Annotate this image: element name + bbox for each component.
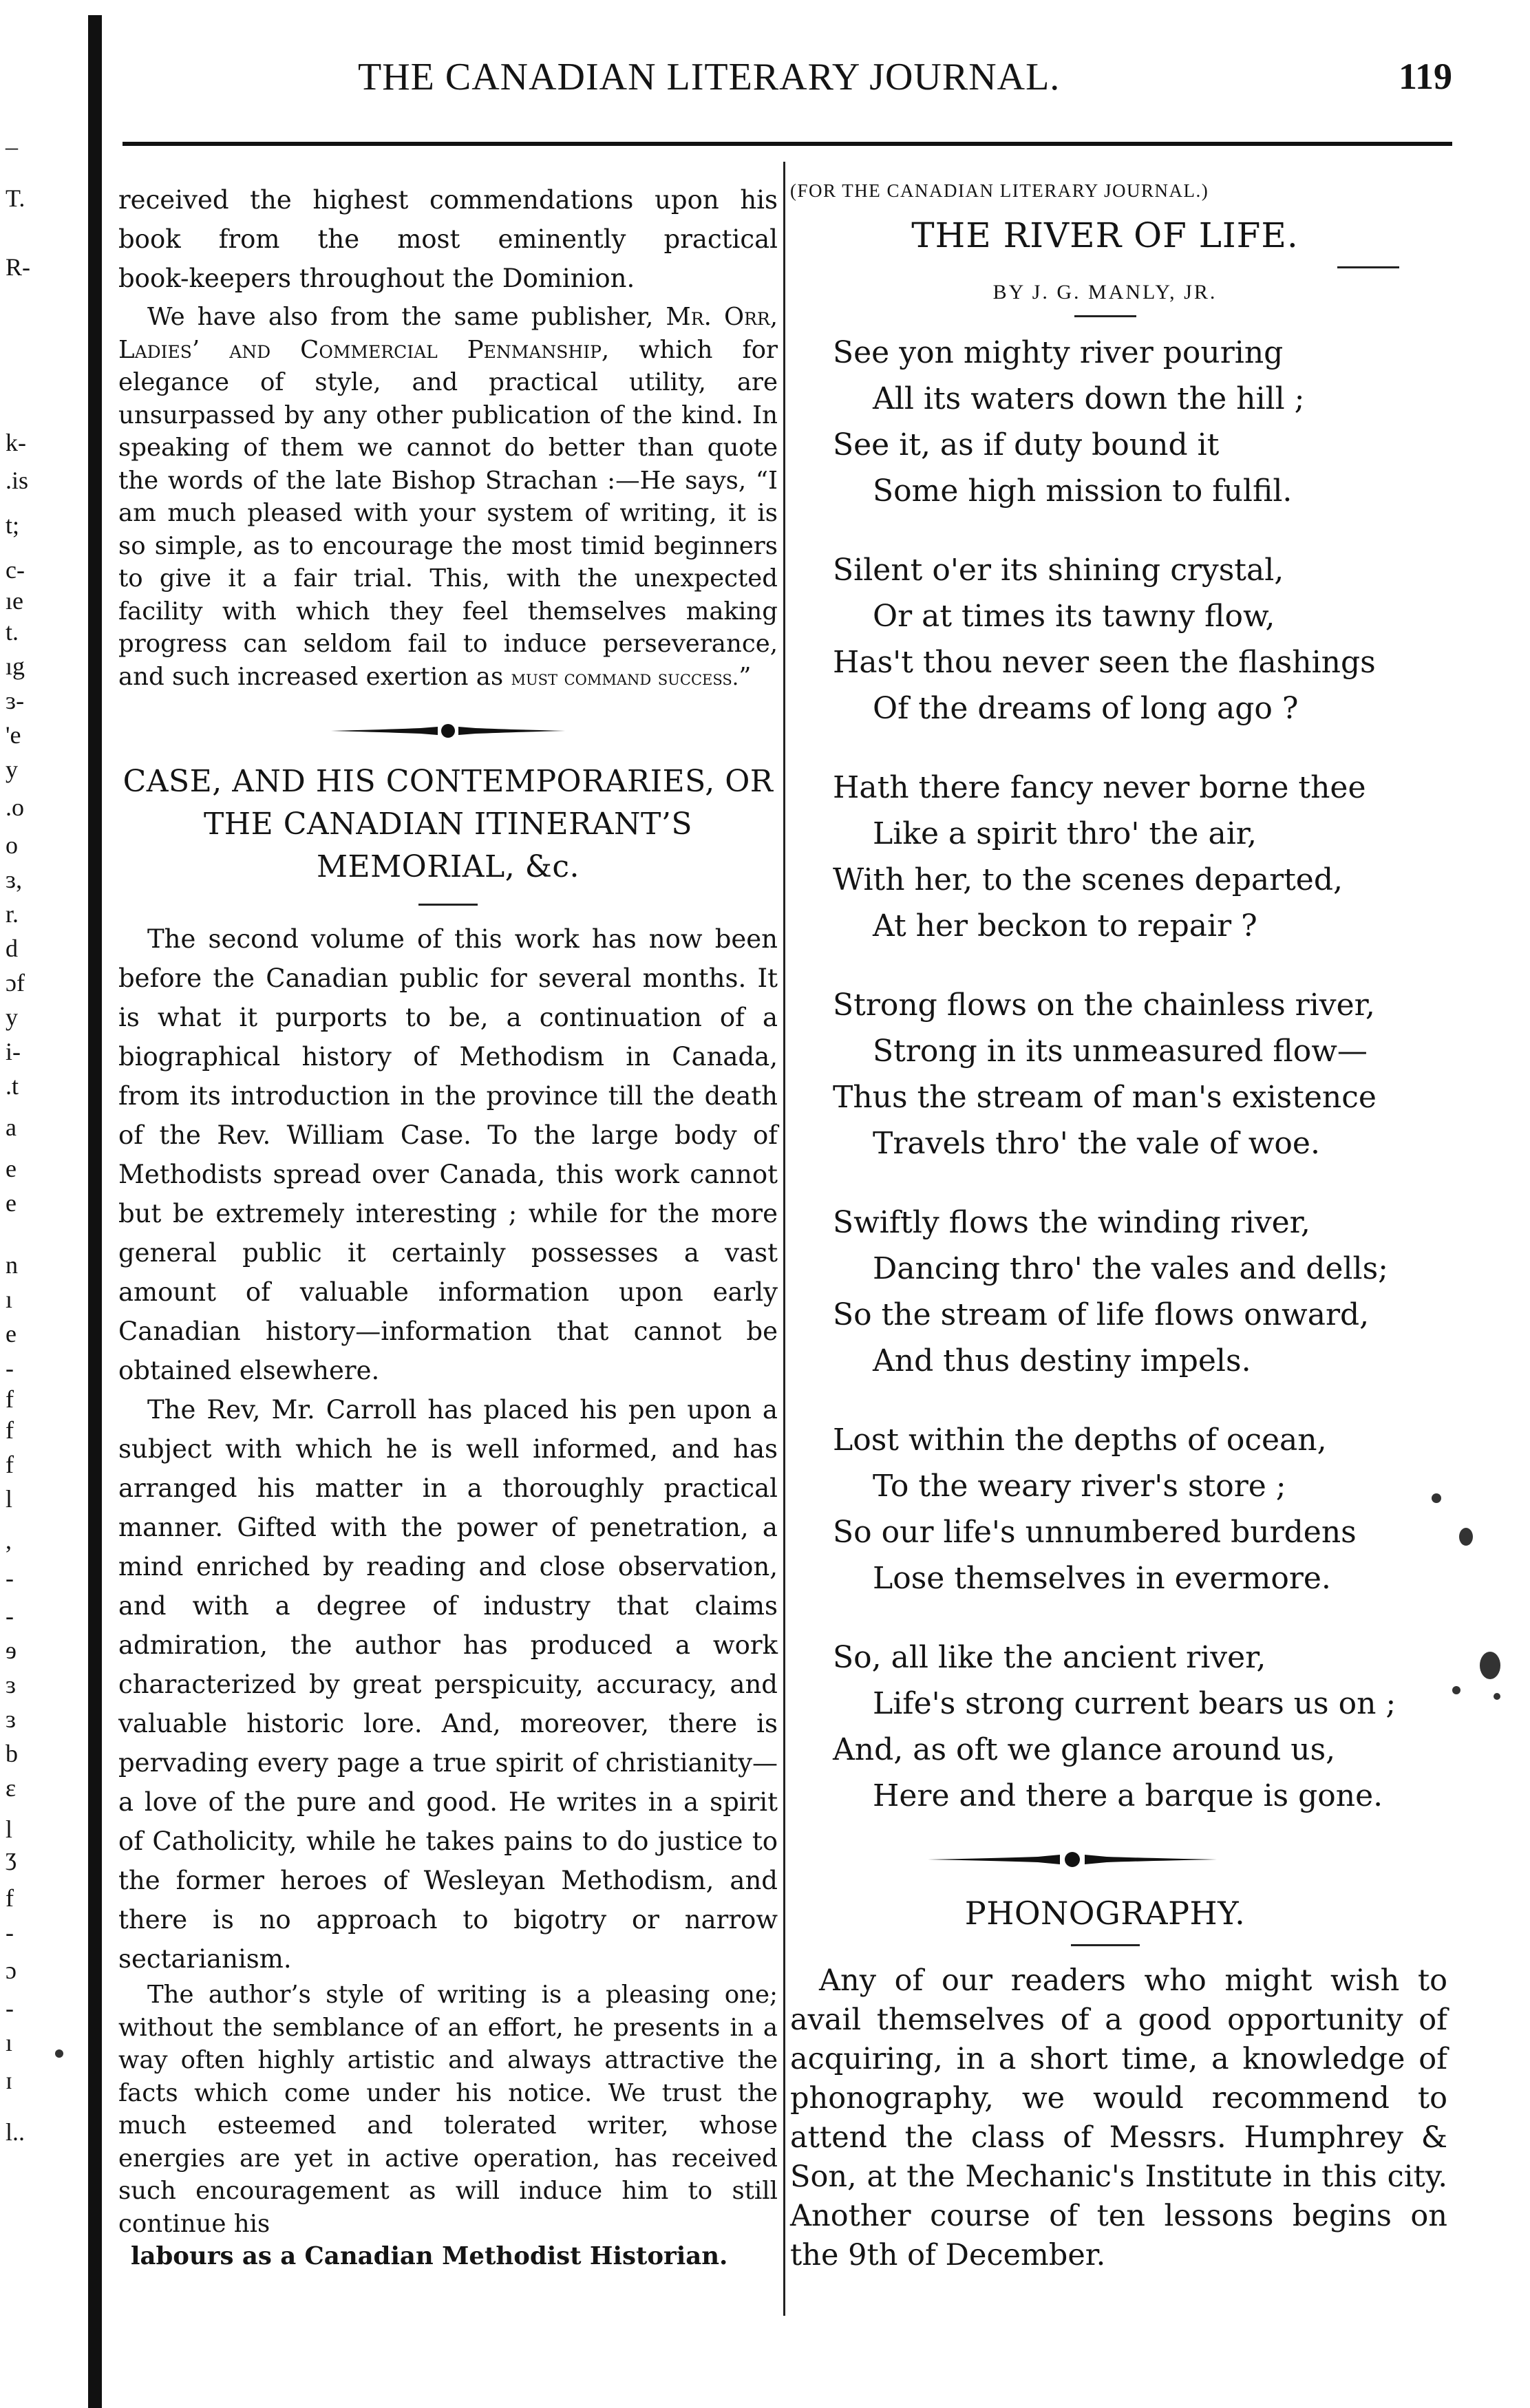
poem-line: Of the dreams of long ago ? <box>873 691 1299 726</box>
margin-fragment: l.. <box>6 2118 25 2146</box>
ornament-divider <box>331 722 565 740</box>
margin-fragment: ɜ <box>6 1671 17 1698</box>
margin-fragment: ıe <box>6 587 23 615</box>
poem-line: With her, to the scenes departed, <box>833 862 1343 897</box>
margin-fragment: r. <box>6 900 19 928</box>
poem-line: Thus the stream of man's existence <box>833 1080 1377 1115</box>
print-speck <box>1452 1686 1460 1694</box>
margin-fragment: R- <box>6 253 30 281</box>
intro-paragraph <box>118 180 778 298</box>
margin-fragment: l <box>6 1485 13 1513</box>
poem-line: Travels thro' the vale of woe. <box>873 1126 1320 1161</box>
poem-line: See it, as if duty bound it <box>833 427 1220 462</box>
margin-fragment: ɛ <box>6 1774 17 1802</box>
margin-fragment: f <box>6 1451 14 1478</box>
margin-fragment: ɪ <box>6 2067 13 2094</box>
header-rule <box>123 142 1452 146</box>
right-column <box>790 180 1461 2275</box>
margin-fragment: c- <box>6 556 25 584</box>
margin-fragment: ɔ <box>6 1957 17 1984</box>
poem-line: Life's strong current bears us on ; <box>873 1686 1396 1721</box>
margin-fragment: 'e <box>6 721 21 749</box>
margin-fragment: n <box>6 1251 18 1279</box>
case-paragraph-3-last-line: labours as a Canadian Methodist Historian. <box>131 2242 728 2270</box>
poem-stanza <box>833 1634 1461 1819</box>
margin-fragment: o <box>6 831 18 859</box>
source-note: (FOR THE CANADIAN LITERARY JOURNAL.) <box>790 180 1209 201</box>
margin-fragment: - <box>6 1354 14 1382</box>
margin-fragment: .o <box>6 793 24 821</box>
margin-fragment: y <box>6 1003 18 1031</box>
margin-fragment: k- <box>6 429 26 456</box>
poem-stanzas <box>790 330 1461 1819</box>
margin-fragment: ɜ <box>6 1705 17 1733</box>
poem-line: Here and there a barque is gone. <box>873 1778 1383 1813</box>
poem-line: To the weary river's store ; <box>873 1469 1286 1504</box>
print-speck <box>1494 1693 1500 1700</box>
poem-stanza <box>833 330 1461 514</box>
case-paragraph-3: The author’s style of writing is a pleasing one; without the semblance of an effort, he presents in a way often highly artistic and always attractive the facts which come under his notice. We trust the much esteemed and tolerated writer, whose energies are yet in active operation, has received such encouragement as will induce him to still continue his <box>118 1981 778 2238</box>
running-title: THE CANADIAN LITERARY JOURNAL. <box>358 56 1061 98</box>
poem-line: And thus destiny impels. <box>873 1343 1251 1378</box>
case-paragraph-1: The second volume of this work has now been before the Canadian public for several months. It is what it purports to be, a continuation of a biographical history of Methodism in Canada, from its introduction in the province till the death of the Rev. William Case. To the large body of Methodists spread over Canada, this work cannot but be extremely interesting ; while for the more general public it certainly possesses a vast amount of valuable information upon early Canadian history—information that cannot be obtained elsewhere. <box>118 924 778 1385</box>
margin-fragment: ɔf <box>6 969 25 997</box>
case-paragraph-2: The Rev, Mr. Carroll has placed his pen upon a subject with which he is well informed, and has arranged his matter in a thoroughly practical manner. Gifted with the power of penetration, a mind enriched by reading and close observation, and with a degree of industry that claims admiration, the author has produced a work characterized by great perspicuity, accuracy, and valuable historic lore. And, moreover, there is pervading every page a true spirit of christianity—a love of the pure and good. He writes in a spirit of Catholicity, while he takes pains to do justice to the former heroes of Wesleyan Methodism, and there is no approach to bigotry or narrow sectarianism. <box>118 1395 778 1974</box>
poem-line: So our life's unnumbered burdens <box>833 1515 1357 1550</box>
page-number: 119 <box>1398 56 1452 97</box>
margin-fragment: b <box>6 1740 18 1767</box>
poem-line: Hath there fancy never borne thee <box>833 770 1366 805</box>
case-section-title: CASE, AND HIS CONTEMPORARIES, OR THE CANADIAN ITINERANT’S MEMORIAL, &c. <box>123 764 774 884</box>
margin-fragment: d <box>6 935 18 962</box>
margin-fragment: i- <box>6 1038 21 1065</box>
print-speck <box>1432 1493 1441 1503</box>
margin-fragment: ɘ <box>6 1637 17 1664</box>
intro-line: book from the most eminently practical <box>118 224 778 254</box>
poem-line: And, as oft we glance around us, <box>833 1732 1336 1767</box>
phonography-title: PHONOGRAPHY. <box>964 1895 1246 1932</box>
margin-fragment: ɜ- <box>6 687 25 714</box>
margin-fragment: - <box>6 1994 14 2022</box>
left-column <box>118 180 778 2273</box>
binding-notch <box>88 0 102 15</box>
poem-line: Or at times its tawny flow, <box>873 599 1275 634</box>
poem-line: See yon mighty river pouring <box>833 335 1284 370</box>
poem-line: Like a spirit thro' the air, <box>873 816 1257 851</box>
poem-stanza <box>833 1200 1461 1384</box>
poem-stanza <box>833 765 1461 949</box>
poem-line: Lose themselves in evermore. <box>873 1561 1331 1596</box>
margin-fragment: ʒ <box>6 1843 17 1871</box>
poem-line: Silent o'er its shining crystal, <box>833 553 1284 588</box>
poem-line: Strong flows on the chainless river, <box>833 988 1375 1023</box>
print-speck <box>55 2049 63 2058</box>
margin-fragment: f <box>6 1385 14 1413</box>
margin-fragment: .is <box>6 467 29 494</box>
margin-fragment: t. <box>6 618 19 646</box>
poem-stanza <box>833 547 1461 732</box>
margin-fragment: T. <box>6 184 25 212</box>
poem-line: Lost within the depths of ocean, <box>833 1423 1327 1458</box>
margin-fragment: f <box>6 1416 14 1444</box>
orr-smallcaps-end: must command success. <box>511 665 739 690</box>
intro-line: book-keepers throughout the Dominion. <box>118 264 635 293</box>
phonography-paragraph: Any of our readers who might wish to avail themselves of a good opportunity of acquiring, in a short time, a knowledge of phonography, we would recommend to attend the class of Messrs. Humphrey & Son, at the Mechanic's Institute in this city. Another course of ten lessons begins on the 9th of December. <box>790 1963 1447 2272</box>
margin-fragment: l <box>6 1815 13 1843</box>
poem-byline: BY J. G. MANLY, JR. <box>992 281 1218 303</box>
poem-line: Dancing thro' the vales and dells; <box>873 1251 1388 1286</box>
title-rule <box>1071 1944 1140 1946</box>
margin-fragment: e <box>6 1320 17 1347</box>
title-rule <box>1337 266 1399 268</box>
orr-paragraph <box>118 301 778 694</box>
margin-fragment: , <box>6 1526 12 1554</box>
margin-fragment: y <box>6 756 18 783</box>
margin-fragment: ı <box>6 2029 13 2056</box>
poem-line: Strong in its unmeasured flow— <box>873 1034 1368 1069</box>
poem-line: Swiftly flows the winding river, <box>833 1205 1310 1240</box>
margin-fragment: .t <box>6 1072 19 1100</box>
poem-line: All its waters down the hill ; <box>873 381 1305 416</box>
poem-line: So the stream of life flows onward, <box>833 1297 1370 1332</box>
margin-fragment: ɜ, <box>6 866 23 893</box>
poem-line: So, all like the ancient river, <box>833 1640 1266 1675</box>
orr-closing: ” <box>739 662 752 691</box>
column-divider <box>783 162 785 2316</box>
orr-text-1: We have also from the same publisher, <box>147 303 666 331</box>
margin-fragment: - <box>6 1919 14 1946</box>
binding-spine <box>88 0 102 2408</box>
poem-line: Some high mission to fulfil. <box>873 473 1293 509</box>
poem-line: At her beckon to repair ? <box>873 908 1257 944</box>
title-rule <box>418 904 478 906</box>
adjacent-page-margin <box>0 0 76 2408</box>
poem-stanza <box>833 1417 1461 1601</box>
margin-fragment: t; <box>6 511 20 539</box>
margin-fragment: - <box>6 1564 14 1592</box>
margin-fragment: e <box>6 1189 17 1217</box>
margin-fragment: e <box>6 1155 17 1182</box>
margin-fragment: a <box>6 1114 17 1141</box>
margin-fragment: ı <box>6 1286 13 1313</box>
margin-fragment: - <box>6 1602 14 1630</box>
margin-fragment: – <box>6 133 18 160</box>
poem-stanza <box>833 982 1461 1166</box>
poem-line: Has't thou never seen the flashings <box>833 645 1376 680</box>
print-speck <box>1480 1652 1500 1679</box>
margin-fragment: ıg <box>6 652 25 680</box>
margin-fragment: f <box>6 1884 14 1912</box>
ornament-divider <box>928 1851 1217 1868</box>
page-header <box>124 55 1452 110</box>
intro-line: received the highest commendations upon his <box>118 185 778 215</box>
print-speck <box>1459 1528 1473 1546</box>
poem-title: THE RIVER OF LIFE. <box>911 215 1299 255</box>
orr-text-2: which for elegance of style, and practical utility, are unsurpassed by any other publication of the kind. In speaking of them we cannot do better than quote the words of the late Bishop Strachan :—He says, “I am much pleased with your system of writing, it is so simple, as to encourage the most timid beginners to give it a fair trial. This, with the unexpected facility with which they feel themselves making progress can seldom fail to induce perseverance, and such increased exertion as <box>118 335 778 691</box>
byline-rule <box>1074 315 1136 317</box>
orr-smallcaps: Mr. Orr, Ladies’ and Commercial Penmanship, <box>118 303 778 364</box>
